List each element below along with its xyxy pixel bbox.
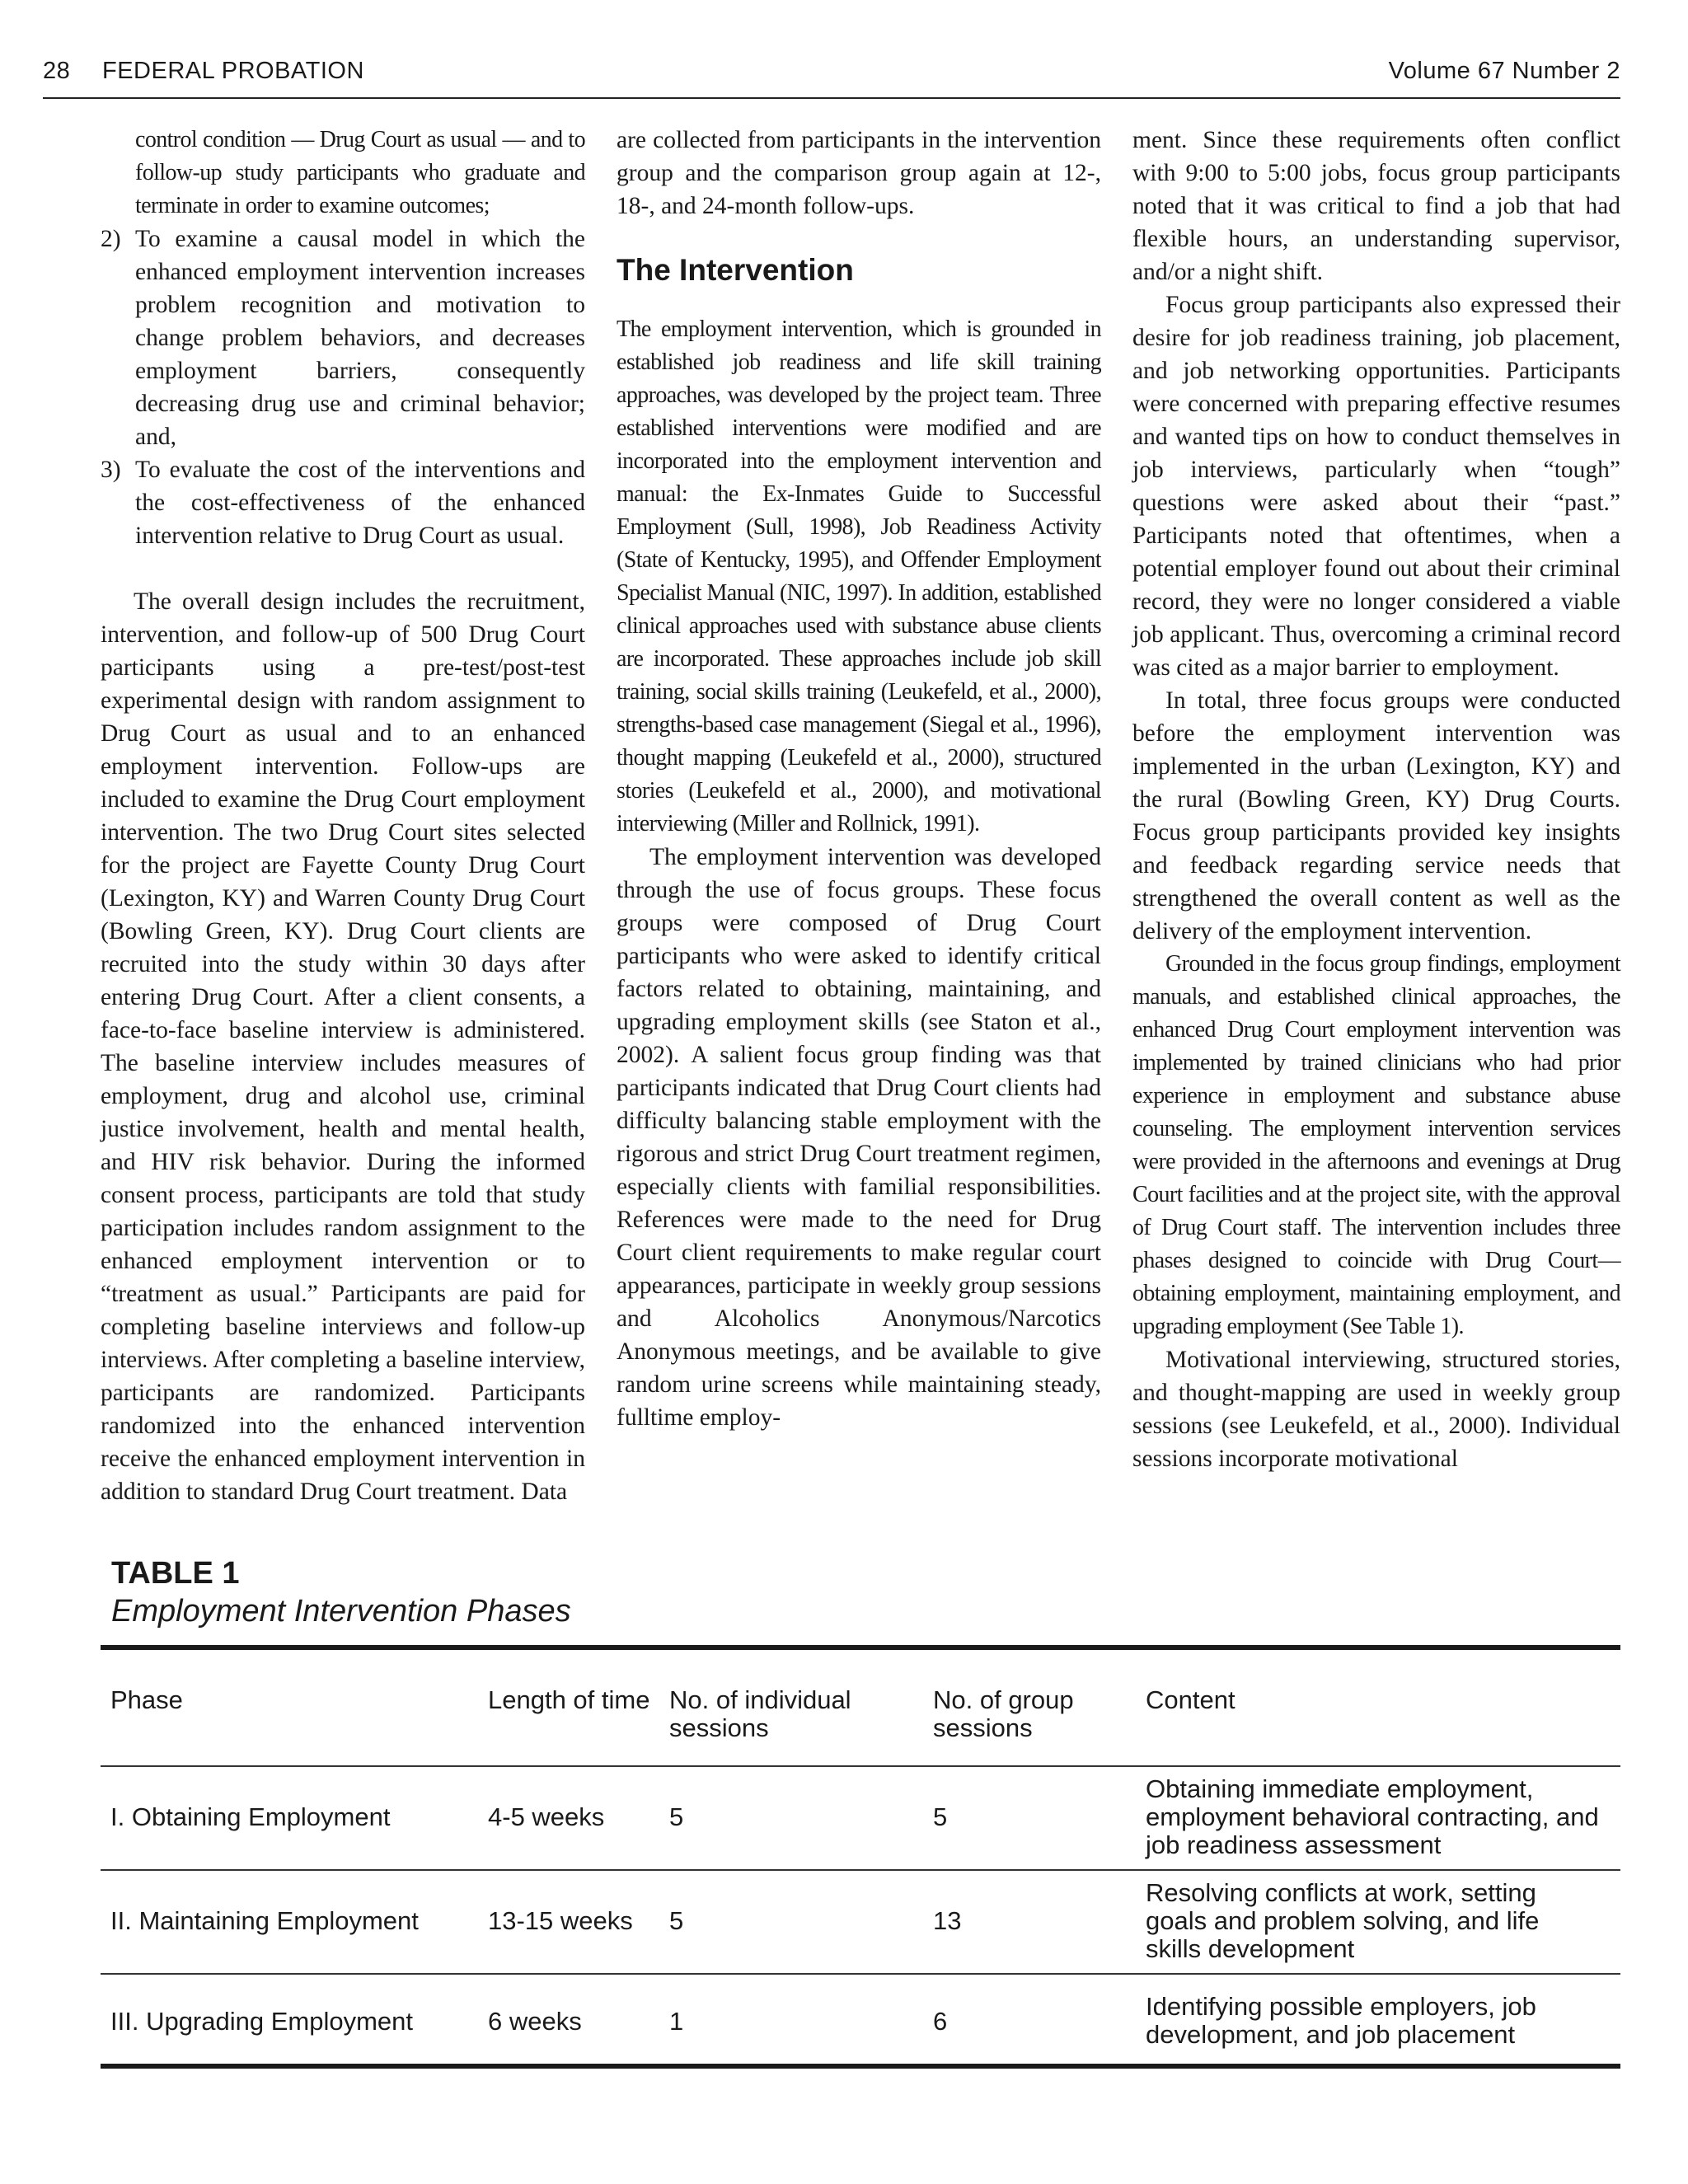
cell-length: 6 weeks	[488, 2007, 582, 2036]
cell-group: 13	[933, 1906, 962, 1935]
table-row-rule	[101, 1765, 1620, 1767]
table-row-rule	[101, 1973, 1620, 1975]
header-group: No. of group sessions	[933, 1685, 1074, 1742]
journal-name: FEDERAL PROBATION	[102, 58, 364, 84]
list-text: To examine a causal model in which the enhanced employment intervention increases problem recognition and motivation to change problem behaviors, and decreases employment barriers, consequently decreasing drug use and criminal behavior; and,	[135, 226, 585, 450]
column-1	[101, 124, 585, 1508]
header-content: Content	[1146, 1685, 1236, 1714]
cell-phase: II. Maintaining Employment	[110, 1906, 419, 1935]
cell-individual: 5	[669, 1802, 684, 1831]
cell-content: Resolving conflicts at work, setting goals and problem solving, and life skills development	[1146, 1878, 1540, 1963]
cell-individual: 5	[669, 1906, 684, 1935]
list-item	[101, 453, 585, 552]
body-paragraph: Motivational interviewing, structured stories, and thought-mapping are used in weekly group sessions (see Leukefeld, et al., 2000). Individual sessions incorporate motivational	[1132, 1347, 1620, 1472]
body-paragraph: The employment intervention, which is grounded in established job readiness and life skill training approaches, was developed by the project team. Three established interventions were modified and are incorporated into the employment intervention and manual: the Ex-Inmates Guide to Successful Employment (Sull, 1998), Job Readiness Activity (State of Kentucky, 1995), and Offender Employment Specialist Manual (NIC, 1997). In addition, established clinical approaches used with substance abuse clients are incorporated. These approaches include job skill training, social skills training (Leukefeld, et al., 2000), strengths-based case management (Siegal et al., 1996), thought mapping (Leukefeld et al., 2000), structured stories (Leukefeld et al., 2000), and motivational interviewing (Miller and Rollnick, 1991).	[617, 316, 1101, 837]
running-header	[43, 58, 1620, 94]
cell-length: 13-15 weeks	[488, 1906, 633, 1935]
body-paragraph: In total, three focus groups were conducted before the employment intervention was implemented in the urban (Lexington, KY) and the rural (Bowling Green, KY) Drug Courts. Focus group participants provided key insights and feedback regarding service needs that strengthened the overall content as well as the delivery of the employment intervention.	[1132, 687, 1620, 944]
table-caption: Employment Intervention Phases	[111, 1594, 571, 1629]
list-number: 3)	[101, 457, 121, 483]
section-heading: The Intervention	[617, 253, 854, 287]
body-paragraph: The overall design includes the recruitment, intervention, and follow-up of 500 Drug Court participants using a pre-test/post-test experimental design with random assignment to Drug Court as usual and to an enhanced employment intervention. Follow-ups are included to examine the Drug Court employment intervention. The two Drug Court sites selected for the project are Fayette County Drug Court (Lexington, KY) and Warren County Drug Court (Bowling Green, KY). Drug Court clients are recruited into the study within 30 days after entering Drug Court. After a client consents, a face-to-face baseline interview is administered. The baseline interview includes measures of employment, drug and alcohol use, criminal justice involvement, health and mental health, and HIV risk behavior. During the informed consent process, participants are told that study participation includes random assignment to the enhanced employment intervention or to “treatment as usual.” Participants are paid for completing baseline interviews and follow-up interviews. After completing a baseline interview, participants are randomized. Participants randomized into the enhanced intervention receive the enhanced employment intervention in addition to standard Drug Court treatment. Data	[101, 588, 585, 1505]
cell-group: 6	[933, 2007, 948, 2036]
header-length: Length of time	[488, 1685, 650, 1714]
cell-phase: I. Obtaining Employment	[110, 1802, 391, 1831]
column-2	[617, 124, 1101, 1434]
header-phase: Phase	[110, 1685, 183, 1714]
page-number: 28	[43, 58, 71, 84]
list-continuation: control condition — Drug Court as usual — and to follow-up study participants who graduate and terminate in order to examine outcomes;	[135, 127, 585, 218]
body-paragraph: Grounded in the focus group findings, employment manuals, and established clinical approaches, the enhanced Drug Court employment intervention was implemented by trained clinicians who had prior experience in employment and substance abuse counseling. The employment intervention services were provided in the afternoons and evenings at Drug Court facilities and at the project site, with the approval of Drug Court staff. The intervention includes three phases designed to coincide with Drug Court—obtaining employment, maintaining employment, and upgrading employment (See Table 1).	[1132, 951, 1620, 1339]
table-top-rule	[101, 1645, 1620, 1650]
list-item	[101, 223, 585, 453]
table-bottom-rule	[101, 2064, 1620, 2069]
list-number: 2)	[101, 226, 121, 252]
cell-content: Obtaining immediate employment, employment behavioral contracting, and job readiness assessment	[1146, 1774, 1599, 1859]
list-text: To evaluate the cost of the interventions and the cost-effectiveness of the enhanced intervention relative to Drug Court as usual.	[135, 457, 585, 549]
cell-length: 4-5 weeks	[488, 1802, 605, 1831]
cell-content: Identifying possible employers, job development, and job placement	[1146, 1992, 1536, 2049]
cell-individual: 1	[669, 2007, 684, 2036]
cell-group: 5	[933, 1802, 948, 1831]
body-paragraph: Focus group participants also expressed their desire for job readiness training, job placement, and job networking opportunities. Participants were concerned with preparing effective resumes and wanted tips on how to conduct themselves in job interviews, particularly when “tough” questions were asked about their “past.” Participants noted that oftentimes, when a potential employer found out about their criminal record, they were no longer considered a viable job applicant. Thus, overcoming a criminal record was cited as a major barrier to employment.	[1132, 292, 1620, 681]
header-rule	[43, 97, 1620, 99]
header-individual: No. of individual sessions	[669, 1685, 851, 1742]
cell-phase: III. Upgrading Employment	[110, 2007, 414, 2036]
table-row-rule	[101, 1869, 1620, 1871]
body-paragraph: The employment intervention was developed through the use of focus groups. These focus groups were composed of Drug Court participants who were asked to identify critical factors related to obtaining, maintaining, and upgrading employment skills (see Staton et al., 2002). A salient focus group finding was that participants indicated that Drug Court clients had difficulty balancing stable employment with the rigorous and strict Drug Court treatment regimen, especially clients with familial responsibilities. References were made to the need for Drug Court client requirements to make regular court appearances, participate in weekly group sessions and Alcoholics Anonymous/Narcotics Anonymous meetings, and be available to give random urine screens while maintaining steady, fulltime employ-	[617, 844, 1101, 1431]
table-label: TABLE 1	[111, 1556, 240, 1591]
paragraph-continuation: ment. Since these requirements often conflict with 9:00 to 5:00 jobs, focus group participants noted that it was critical to find a job that had flexible hours, an understanding supervisor, and/or a night shift.	[1132, 127, 1620, 285]
column-3	[1132, 124, 1620, 1475]
paragraph-continuation: are collected from participants in the intervention group and the comparison group again at 12-, 18-, and 24-month follow-ups.	[617, 127, 1101, 219]
volume-info: Volume 67 Number 2	[1388, 58, 1620, 84]
